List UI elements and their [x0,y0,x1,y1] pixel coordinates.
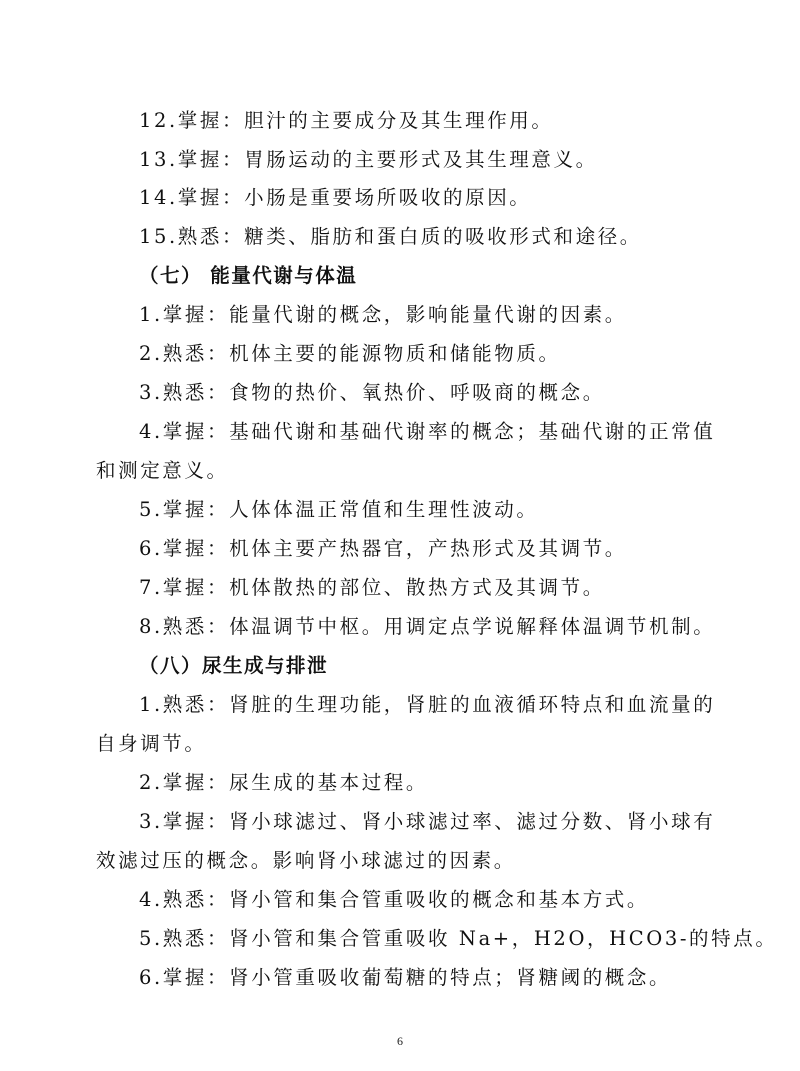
item-2-energy-substances: 2.熟悉：机体主要的能源物质和储能物质。 [139,342,561,365]
item-1-continuation: 自身调节。 [96,732,207,755]
section-heading-7: （七） 能量代谢与体温 [139,264,358,287]
item-3-caloric-value: 3.熟悉：食物的热价、氧热价、呼吸商的概念。 [139,381,605,404]
item-14-small-intestine: 14.掌握：小肠是重要场所吸收的原因。 [139,186,532,209]
item-3-glomerular-filtration: 3.掌握：肾小球滤过、肾小球滤过率、滤过分数、肾小球有 [139,810,716,833]
item-8-thermoregulation: 8.熟悉：体温调节中枢。用调定点学说解释体温调节机制。 [139,615,716,638]
item-6-glucose-reabsorption: 6.掌握：肾小管重吸收葡萄糖的特点；肾糖阈的概念。 [139,966,672,989]
item-13-gi-motility: 13.掌握：胃肠运动的主要形式及其生理意义。 [139,148,598,171]
item-5-ion-reabsorption: 5.熟悉：肾小管和集合管重吸收 Na+，H2O，HCO3-的特点。 [139,927,778,950]
item-12-bile: 12.掌握：胆汁的主要成分及其生理作用。 [139,109,554,132]
item-5-body-temperature: 5.掌握：人体体温正常值和生理性波动。 [139,498,539,521]
item-6-heat-production: 6.掌握：机体主要产热器官，产热形式及其调节。 [139,537,627,560]
section-heading-8: （八）尿生成与排泄 [139,654,329,677]
item-4-reabsorption: 4.熟悉：肾小管和集合管重吸收的概念和基本方式。 [139,888,650,911]
item-1-energy-metabolism: 1.掌握：能量代谢的概念，影响能量代谢的因素。 [139,303,627,326]
page-number: 6 [397,1034,403,1048]
item-4-basal-metabolism: 4.掌握：基础代谢和基础代谢率的概念；基础代谢的正常值 [139,420,716,443]
item-2-urine-formation: 2.掌握：尿生成的基本过程。 [139,771,429,794]
item-15-absorption: 15.熟悉：糖类、脂肪和蛋白质的吸收形式和途径。 [139,225,642,248]
item-7-heat-dissipation: 7.掌握：机体散热的部位、散热方式及其调节。 [139,576,605,599]
item-3-continuation: 效滤过压的概念。影响肾小球滤过的因素。 [96,849,516,872]
item-1-kidney-function: 1.熟悉：肾脏的生理功能，肾脏的血液循环特点和血流量的 [139,693,716,716]
item-4-continuation: 和测定意义。 [96,459,229,482]
